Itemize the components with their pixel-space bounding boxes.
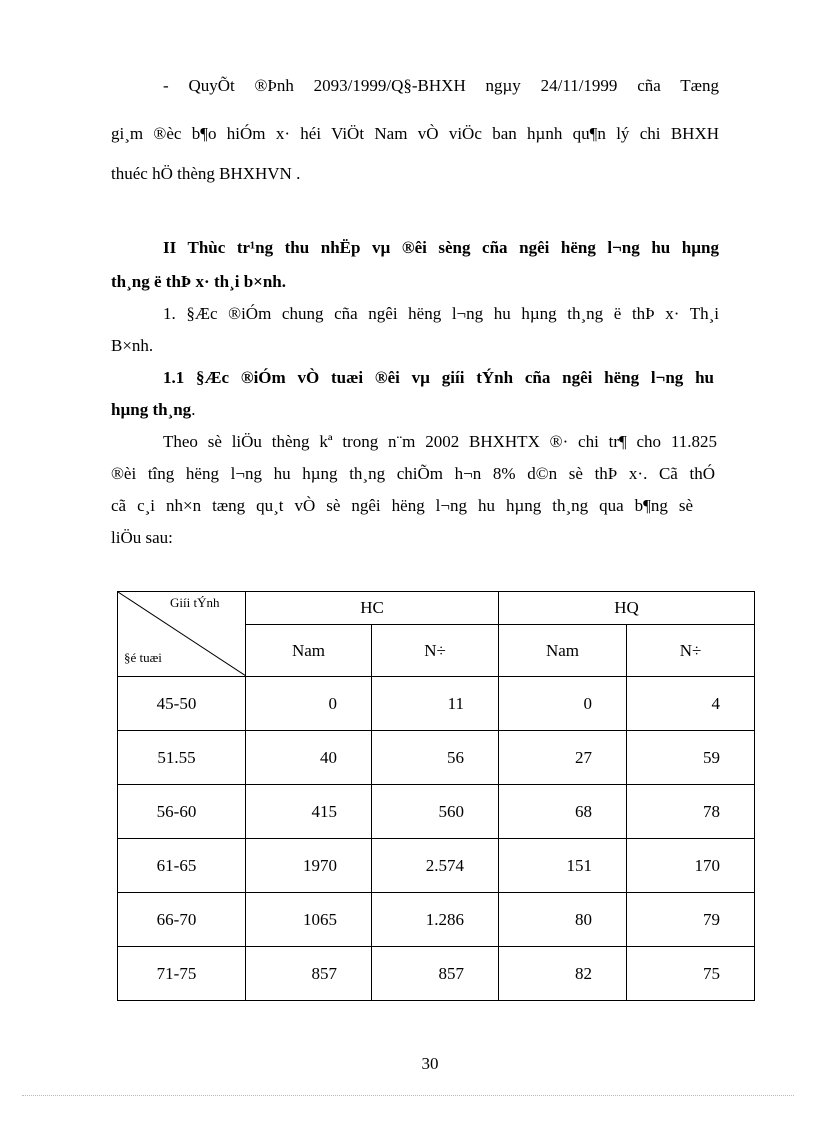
hc-nam-cell: 1065	[246, 893, 372, 947]
hc-nu-cell: 2.574	[372, 839, 499, 893]
table-row	[118, 731, 755, 785]
section-heading-line-1: II Thùc tr¹ng thu nhËp vµ ®êi sèng cña ngêi hëng l¬ng hu hµng	[163, 238, 719, 257]
paragraph-line-1: - QuyÕt ®Þnh 2093/1999/Q§-BHXH ngµy 24/11/1999 cña Tæng	[163, 76, 719, 95]
hq-nam-cell: 68	[499, 785, 627, 839]
hc-nu-cell: 560	[372, 785, 499, 839]
header-hc-nu: N÷	[372, 625, 499, 677]
hq-nu-cell: 79	[627, 893, 755, 947]
subsubsection-title-line-1: 1.1 §Æc ®iÓm vÒ tuæi ®êi vµ giíi tÝnh cña ngêi hëng l¬ng hu	[163, 368, 714, 387]
body-line-4: liÖu sau:	[111, 528, 173, 547]
hq-nam-cell: 27	[499, 731, 627, 785]
age-cell: 61-65	[118, 839, 246, 893]
hc-nam-cell: 1970	[246, 839, 372, 893]
hc-nam-cell: 0	[246, 677, 372, 731]
hq-nu-cell: 59	[627, 731, 755, 785]
hc-nam-cell: 857	[246, 947, 372, 1001]
hc-nu-cell: 11	[372, 677, 499, 731]
corner-label-gender: Giíi tÝnh	[170, 595, 220, 610]
hc-nu-cell: 56	[372, 731, 499, 785]
subsection-title-line-2: B×nh.	[111, 336, 154, 355]
hc-nam-cell: 40	[246, 731, 372, 785]
corner-label-age: §é tuæi	[124, 650, 162, 665]
header-hc-nam: Nam	[246, 625, 372, 677]
age-cell: 71-75	[118, 947, 246, 1001]
body-line-2: ®èi tîng hëng l¬ng hu hµng th¸ng chiÕm h¬n 8% d©n sè thÞ x·. Cã thÓ	[111, 464, 715, 483]
age-cell: 51.55	[118, 731, 246, 785]
header-group-hc: HC	[246, 592, 499, 625]
age-cell: 66-70	[118, 893, 246, 947]
hq-nu-cell: 78	[627, 785, 755, 839]
hq-nam-cell: 80	[499, 893, 627, 947]
hq-nu-cell: 170	[627, 839, 755, 893]
hq-nam-cell: 82	[499, 947, 627, 1001]
hq-nam-cell: 0	[499, 677, 627, 731]
body-line-3: cã c¸i nh×n tæng qu¸t vÒ sè ngêi hëng l¬ng hu hµng th¸ng qua b¶ng sè	[111, 496, 693, 515]
body-line-1: Theo sè liÖu thèng kª trong n¨m 2002 BHXHTX ®· chi tr¶ cho 11.825	[163, 432, 717, 451]
section-heading-line-2: th¸ng ë thÞ x· th¸i b×nh.	[111, 272, 286, 291]
table-row	[118, 839, 755, 893]
subsection-title-line-1: 1. §Æc ®iÓm chung cña ngêi hëng l¬ng hu hµng th¸ng ë thÞ x· Th¸i	[163, 304, 719, 323]
table-row	[118, 785, 755, 839]
age-cell: 56-60	[118, 785, 246, 839]
footer-divider	[22, 1095, 794, 1096]
hc-nam-cell: 415	[246, 785, 372, 839]
subsubsection-title-period: .	[191, 400, 196, 419]
age-cell: 45-50	[118, 677, 246, 731]
table-corner-cell	[118, 592, 246, 677]
subsubsection-title-text: hµng th¸ng	[111, 400, 192, 419]
table-row	[118, 893, 755, 947]
hq-nu-cell: 75	[627, 947, 755, 1001]
header-hq-nam: Nam	[499, 625, 627, 677]
paragraph-line-3: thuéc hÖ thèng BHXHVN .	[111, 164, 301, 183]
table-row	[118, 677, 755, 731]
age-gender-table	[117, 591, 755, 1001]
hc-nu-cell: 1.286	[372, 893, 499, 947]
table-row	[118, 947, 755, 1001]
hq-nam-cell: 151	[499, 839, 627, 893]
paragraph-line-2: gi¸m ®èc b¶o hiÓm x· héi ViÖt Nam vÒ viÖc ban hµnh qu¶n lý chi BHXH	[111, 124, 719, 143]
header-hq-nu: N÷	[627, 625, 755, 677]
subsubsection-title-line-2	[111, 400, 719, 420]
header-group-hq: HQ	[499, 592, 755, 625]
page-number: 30	[421, 1054, 439, 1073]
hq-nu-cell: 4	[627, 677, 755, 731]
hc-nu-cell: 857	[372, 947, 499, 1001]
